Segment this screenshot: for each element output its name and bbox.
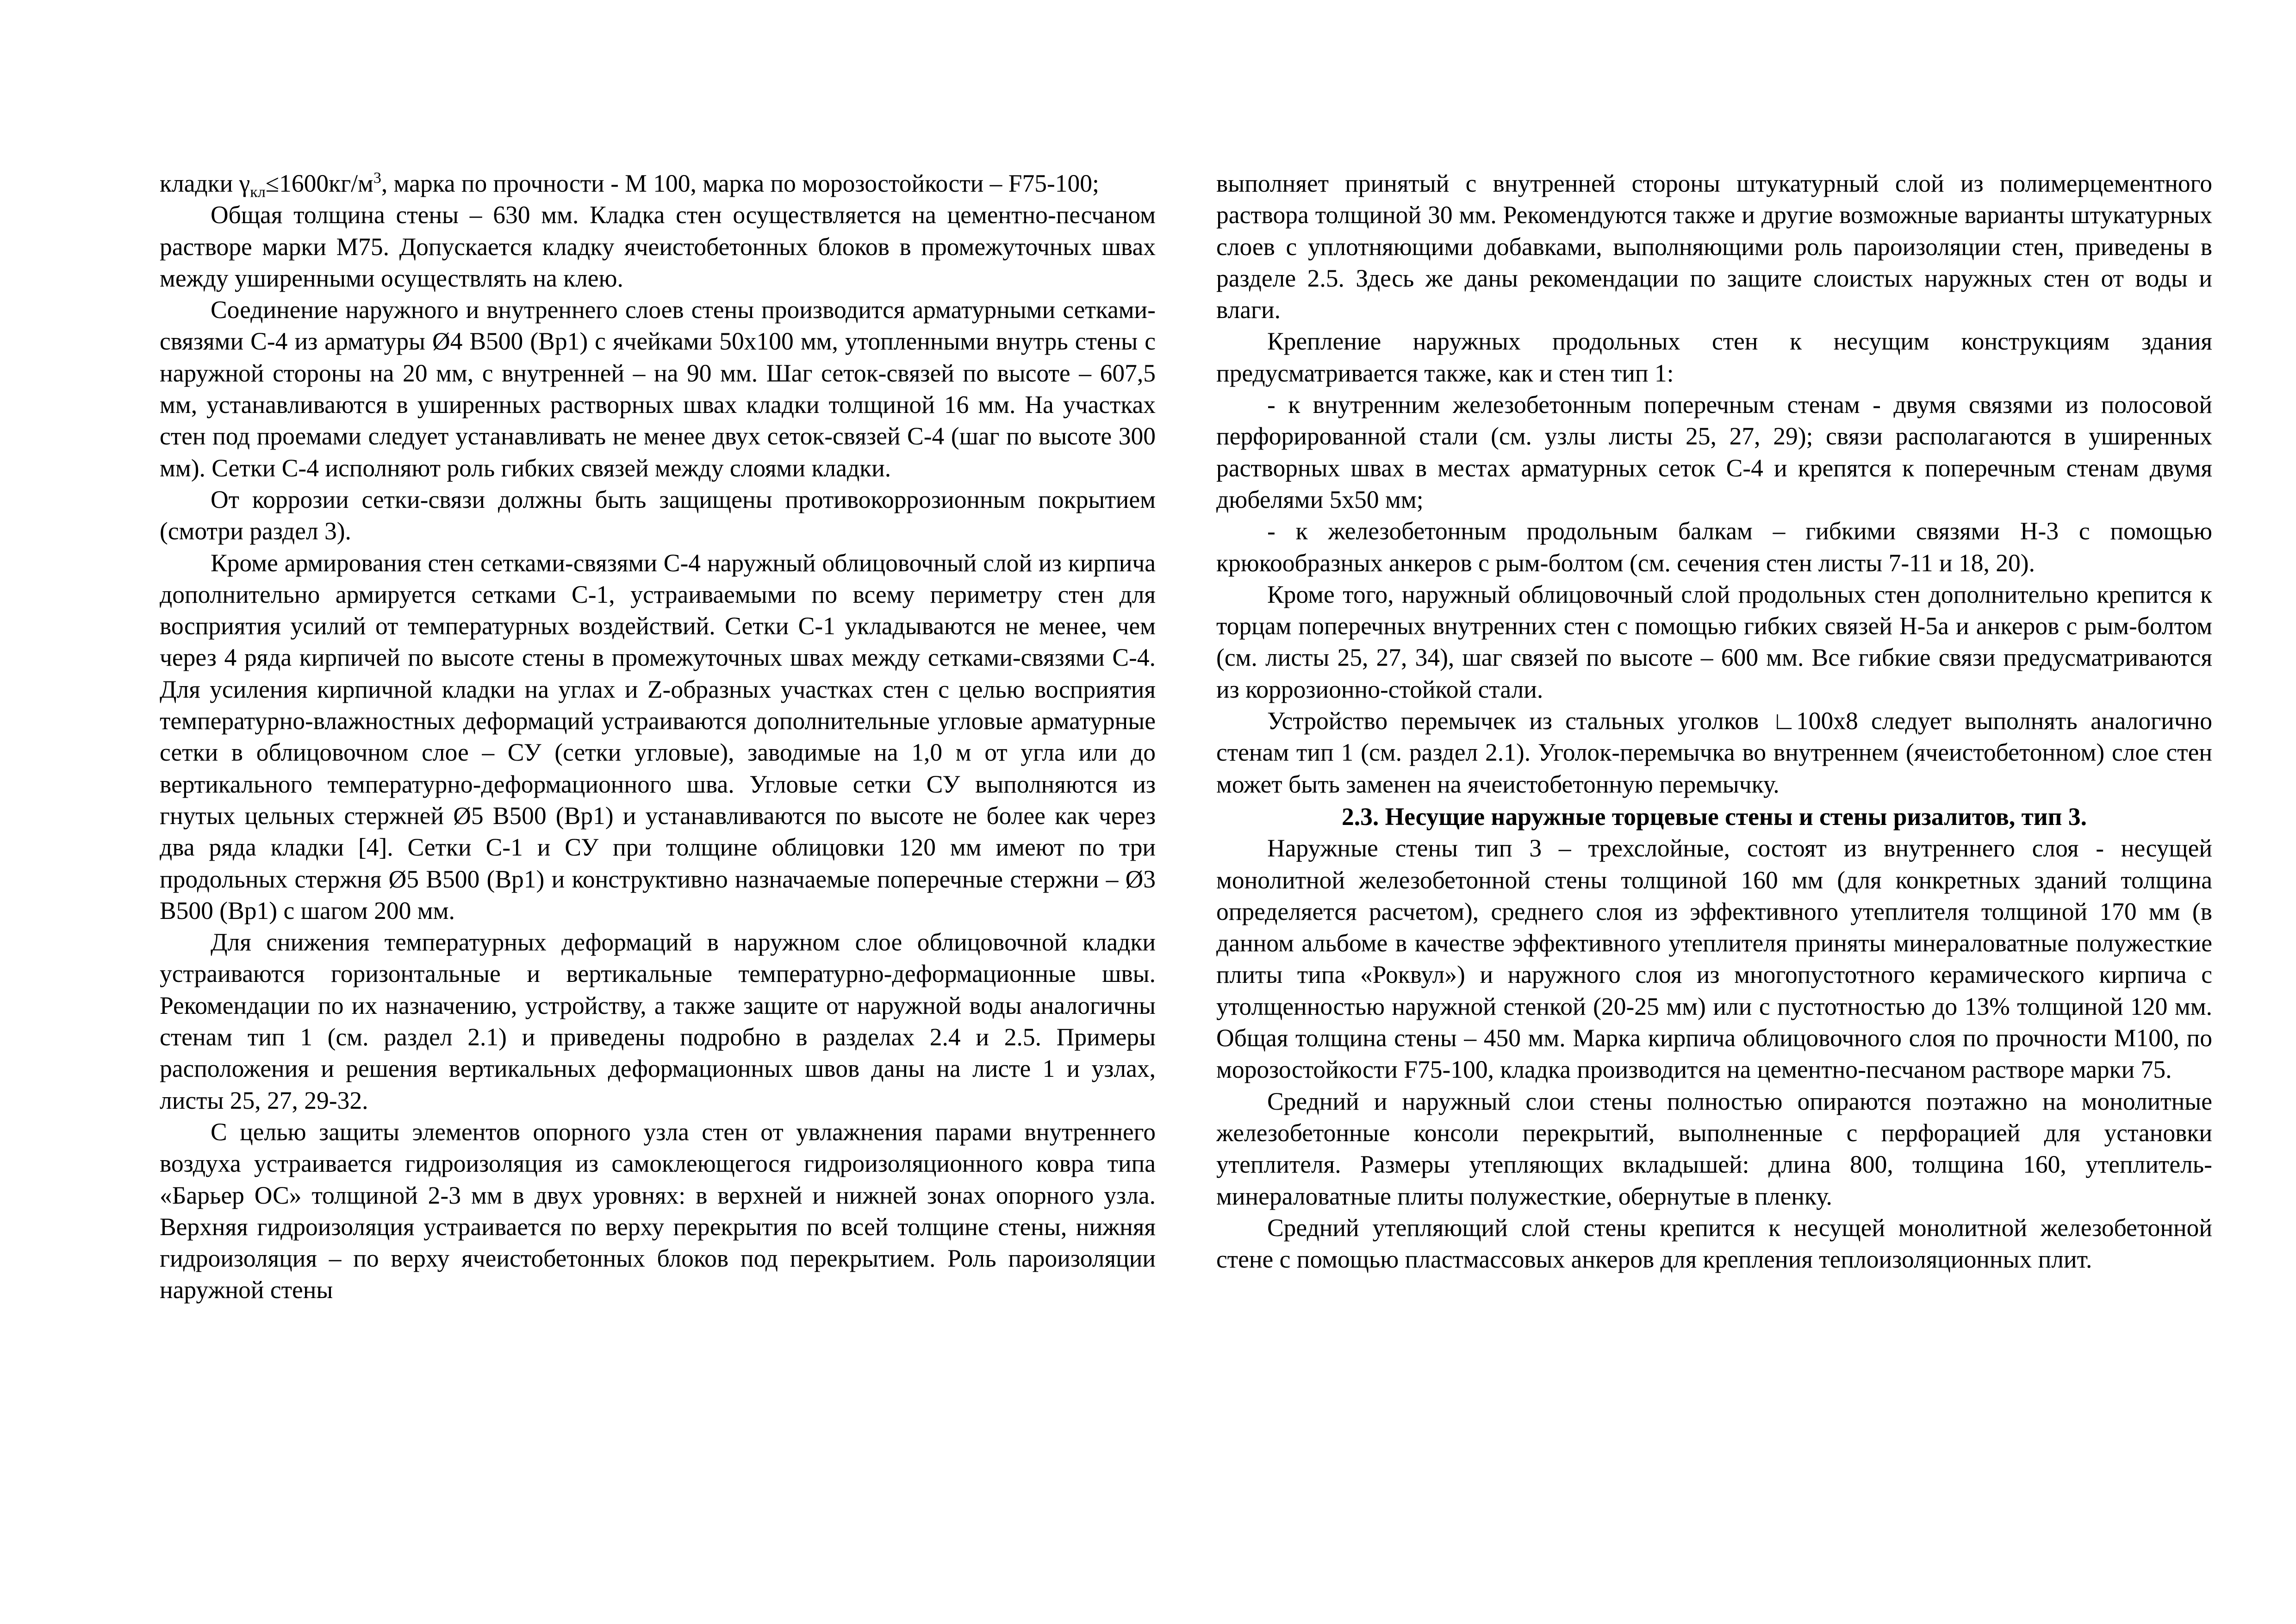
paragraph: Кроме того, наружный облицовочный слой продольных стен дополнительно крепится к торцам поперечных внутренних стен с помощью гибких связей Н-5а и анкеров с рым-болтом (см. листы 25, 27, 34), шаг связей по высоте – 600 мм. Все гибкие связи предусматриваются из коррозионно-стойкой стали. — [1216, 580, 2212, 703]
paragraph: Соединение наружного и внутреннего слоев стены производится арматурными сетками-связями С-4 из арматуры Ø4 В500 (Вр1) с ячейками 50х100 мм, утопленными внутрь стены с наружной стороны на 20 мм, с внутренней – на 90 мм. Шаг сеток-связей по высоте – 607,5 мм, устанавливаются в уширенных растворных швах кладки толщиной 16 мм. На участках стен под проемами следует устанавливать не менее двух сеток-связей С-4 (шаг по высоте 300 мм). Сетки С-4 исполняют роль гибких связей между слоями кладки. — [160, 296, 1156, 482]
paragraph: Общая толщина стены – 630 мм. Кладка стен осуществляется на цементно-песчаном растворе марки М75. Допускается кладку ячеистобетонных блоков в промежуточных швах между уширенными осуществлять на клею. — [160, 201, 1156, 292]
paragraph: Наружные стены тип 3 – трехслойные, состоят из внутреннего слоя - несущей монолитной железобетонной стены толщиной 160 мм (для конкретных зданий толщина определяется расчетом), среднего слоя из эффективного утеплителя толщиной 170 мм (в данном альбоме в качестве эффективного утеплителя приняты минераловатные полужесткие плиты типа «Роквул») и наружного слоя из многопустотного керамического кирпича с утолщенностью наружной стенкой (20-25 мм) или с пустотностью до 13% толщиной 120 мм. Общая толщина стены – 450 мм. Марка кирпича облицовочного слоя по прочности М100, по морозостойкости F75-100, кладка производится на цементно-песчаном растворе марки 75. — [1216, 834, 2212, 1084]
paragraph: Средний утепляющий слой стены крепится к несущей монолитной железобетонной стене с помощью пластмассовых анкеров для крепления теплоизоляционных плит. — [1216, 1213, 2212, 1274]
paragraph: кладки $\gamma_{кл}\le 1600кг/м^3$, марка по прочности - М 100, марка по морозостойкости – F75-100; — [160, 169, 1099, 201]
list-item: - к железобетонным продольным балкам – гибкими связями Н-3 с помощью крюкообразных анкеров с рым-болтом (см. сечения стен листы 7-11 и 18, 20). — [1216, 517, 2212, 577]
paragraph: Для снижения температурных деформаций в наружном слое облицовочной кладки устраиваются горизонтальные и вертикальные температурно-деформационные швы. Рекомендации по их назначению, устройству, а также защите от наружной воды аналогичны стенам тип 1 (см. раздел 2.1) и приведены подробно в разделах 2.4 и 2.5. Примеры расположения и решения вертикальных деформационных швов даны на листе 1 и узлах, листы 25, 27, 29-32. — [160, 928, 1156, 1114]
paragraph: Устройство перемычек из стальных уголков ∟100х8 следует выполнять аналогично стенам тип 1 (см. раздел 2.1). Уголок-перемычка во внутреннем (ячеистобетонном) слое стен может быть заменен на ячеистобетонную перемычку. — [1216, 707, 2212, 798]
paragraph: Средний и наружный слои стены полностью опираются поэтажно на монолитные железобетонные консоли перекрытий, выполненные с перфорацией для установки утеплителя. Размеры утепляющих вкладышей: длина 800, толщина 160, утеплитель-минераловатные плиты полужесткие, обернутые в пленку. — [1216, 1087, 2212, 1210]
paragraph: Кроме армирования стен сетками-связями С-4 наружный облицовочный слой из кирпича дополнительно армируется сетками С-1, устраиваемыми по всему периметру стен для восприятия усилий от температурных воздействий. Сетки С-1 укладываются не менее, чем через 4 ряда кирпичей по высоте стены в промежуточных швах между сетками-связями С-4. Для усиления кирпичной кладки на углах и Z-образных участках стен с целью восприятия температурно-влажностных деформаций устраиваются дополнительные угловые арматурные сетки в облицовочном слое – СУ (сетки угловые), заводимые на 1,0 м от угла или до вертикального температурно-деформационного шва. Угловые сетки СУ выполняются из гнутых цельных стержней Ø5 В500 (Вр1) и устанавливаются по высоте не более как через два ряда кладки [4]. Сетки С-1 и СУ при толщине облицовки 120 мм имеют по три продольных стержня Ø5 В500 (Вр1) и конструктивно назначаемые поперечные стержни – Ø3 В500 (Вр1) с шагом 200 мм. — [160, 549, 1156, 924]
list-item: - к внутренним железобетонным поперечным стенам - двумя связями из полосовой перфорированной стали (см. узлы листы 25, 27, 29); связи располагаются в уширенных растворных швах в местах арматурных сеток С-4 и крепятся к поперечным стенам двумя дюбелями 5х50 мм; — [1216, 391, 2212, 513]
right-column — [1216, 168, 2212, 1275]
section-heading: 2.3. Несущие наружные торцевые стены и стены ризалитов, тип 3. — [1341, 802, 2087, 831]
paragraph: Крепление наружных продольных стен к несущим конструкциям здания предусматривается также, как и стен тип 1: — [1216, 327, 2212, 387]
left-column — [160, 168, 1156, 1306]
paragraph: выполняет принятый с внутренней стороны штукатурный слой из полимерцементного раствора толщиной 30 мм. Рекомендуются также и другие возможные варианты штукатурных слоев с уплотняющими добавками, выполняющими роль пароизоляции стен, приведены в разделе 2.5. Здесь же даны рекомендации по защите слоистых наружных стен от воды и влаги. — [1216, 169, 2212, 324]
paragraph: С целью защиты элементов опорного узла стен от увлажнения парами внутреннего воздуха устраивается гидроизоляция из самоклеющегося гидроизоляционного ковра типа «Барьер ОС» толщиной 2-3 мм в двух уровнях: в верхней и нижней зонах опорного узла. Верхняя гидроизоляция устраивается по верху перекрытия по всей толщине стены, нижняя гидроизоляция – по верху ячеистобетонных блоков под перекрытием. Роль пароизоляции наружной стены — [160, 1118, 1156, 1304]
paragraph: От коррозии сетки-связи должны быть защищены противокоррозионным покрытием (смотри раздел 3). — [160, 485, 1156, 545]
